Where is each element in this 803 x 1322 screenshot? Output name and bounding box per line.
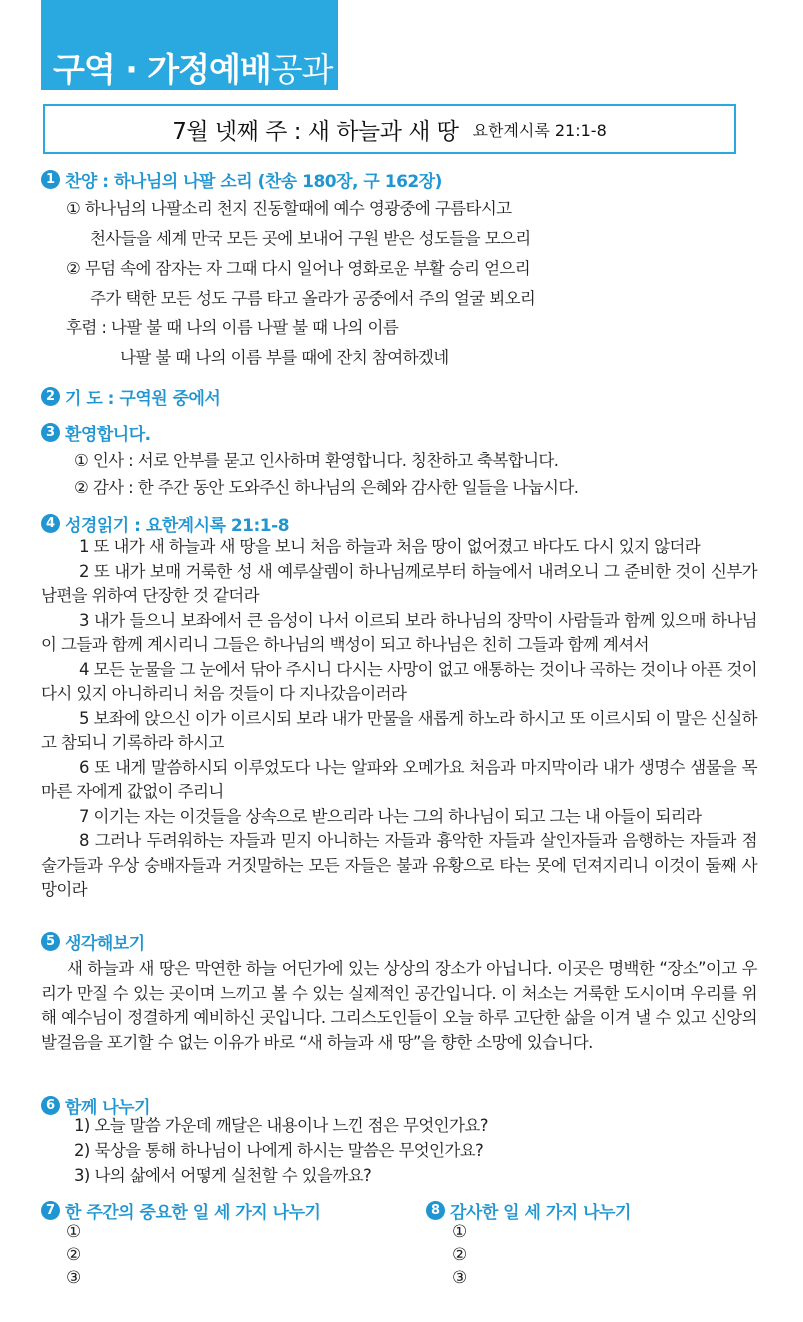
blank-item: ③ bbox=[66, 1268, 82, 1288]
section-number-badge: 4 bbox=[41, 514, 60, 533]
welcome-line: ① 인사 : 서로 안부를 묻고 인사하며 환영합니다. 칭찬하고 축복합니다. bbox=[74, 451, 559, 470]
section-number-badge: 2 bbox=[41, 387, 60, 406]
section-hymn-heading bbox=[41, 167, 442, 192]
section-heading: 감사한 일 세 가지 나누기 bbox=[450, 1203, 631, 1223]
section-number-badge: 8 bbox=[426, 1201, 445, 1220]
section-heading: 환영합니다. bbox=[65, 425, 151, 445]
verse: 2 또 내가 보매 거룩한 성 새 예루살렘이 하나님께로부터 하늘에서 내려오니 그 준비한 것이 신부가 남편을 위하여 단장한 것 같더라 bbox=[41, 561, 757, 605]
hymn-chorus-line: 나팔 불 때 나의 이름 부를 때에 잔치 참여하겠네 bbox=[120, 348, 449, 367]
lesson-title: 7월 넷째 주 : 새 하늘과 새 땅 bbox=[172, 118, 459, 145]
scripture-passage bbox=[41, 535, 757, 903]
section-heading: 생각해보기 bbox=[65, 934, 145, 954]
reflection-text: 새 하늘과 새 땅은 막연한 하늘 어딘가에 있는 상상의 장소가 아닙니다. 이곳은 명백한 “장소”이고 우리가 만질 수 있는 곳이며 느끼고 볼 수 있는 실제적인 공간입니다. 이 처소는 거룩한 도시이며 우리를 위해 예수님이 정결하게 예비하신 곳입니다. 그리스도인들이 오늘 하루 고단한 삶을 이겨 낼 수 있고 신앙의 발걸음을 포기할 수 없는 이유가 바로 “새 하늘과 새 땅”을 향한 소망에 있습니다. bbox=[41, 959, 757, 1052]
section-reflection-heading bbox=[41, 929, 145, 954]
section-heading: 기 도 : 구역원 중에서 bbox=[65, 389, 221, 409]
section-thanks-heading bbox=[426, 1198, 631, 1223]
section-number-badge: 3 bbox=[41, 423, 60, 442]
thanks-list bbox=[452, 1221, 467, 1290]
section-welcome-heading bbox=[41, 420, 151, 445]
hymn-line: 천사들을 세계 만국 모든 곳에 보내어 구원 받은 성도들을 모으리 bbox=[90, 229, 531, 248]
blank-item: ① bbox=[452, 1222, 468, 1242]
section-heading: 성경읽기 : 요한계시록 21:1-8 bbox=[65, 516, 290, 536]
section-number-badge: 5 bbox=[41, 932, 60, 951]
lesson-title-box bbox=[43, 104, 736, 154]
section-number-badge: 7 bbox=[41, 1201, 60, 1220]
verse: 7 이기는 자는 이것들을 상속으로 받으리라 나는 그의 하나님이 되고 그는 내 아들이 되리라 bbox=[79, 806, 702, 826]
section-scripture-heading bbox=[41, 511, 289, 536]
verse: 8 그러나 두려워하는 자들과 믿지 아니하는 자들과 흉악한 자들과 살인자들과 음행하는 자들과 점술가들과 우상 숭배자들과 거짓말하는 모든 자들은 불과 유황으로 타는 못에 던져지리니 이것이 둘째 사망이라 bbox=[41, 831, 757, 899]
verse: 1 또 내가 새 하늘과 새 땅을 보니 처음 하늘과 처음 땅이 없어졌고 바다도 다시 있지 않더라 bbox=[79, 537, 701, 556]
blank-item: ③ bbox=[452, 1268, 468, 1288]
verse: 4 모든 눈물을 그 눈에서 닦아 주시니 다시는 사망이 없고 애통하는 것이나 곡하는 것이나 아픈 것이 다시 있지 아니하리니 처음 것들이 다 지나갔음이러라 bbox=[41, 659, 757, 703]
sharing-question: 2) 묵상을 통해 하나님이 나에게 하시는 말씀은 무엇인가요? bbox=[74, 1141, 484, 1160]
section-heading: 찬양 : 하나님의 나팔 소리 (찬송 180장, 구 162장) bbox=[65, 172, 442, 192]
section-sharing-heading bbox=[41, 1093, 150, 1118]
verse: 5 보좌에 앉으신 이가 이르시되 보라 내가 만물을 새롭게 하노라 하시고 또 이르시되 이 말은 신실하고 참되니 기록하라 하시고 bbox=[41, 708, 757, 752]
banner-title: 구역 · 가정예배 bbox=[53, 50, 271, 89]
section-heading: 함께 나누기 bbox=[65, 1098, 151, 1118]
hymn-chorus-line: 후렴 : 나팔 불 때 나의 이름 나팔 불 때 나의 이름 bbox=[66, 318, 399, 337]
hymn-line: ① 하나님의 나팔소리 천지 진동할때에 예수 영광중에 구름타시고 bbox=[66, 199, 512, 218]
blank-item: ② bbox=[66, 1245, 82, 1265]
welcome-line: ② 감사 : 한 주간 동안 도와주신 하나님의 은혜와 감사한 일들을 나눕시다. bbox=[74, 478, 579, 497]
hymn-line: 주가 택한 모든 성도 구름 타고 올라가 공중에서 주의 얼굴 뵈오리 bbox=[90, 289, 536, 308]
section-number-badge: 1 bbox=[41, 170, 60, 189]
verse: 3 내가 들으니 보좌에서 큰 음성이 나서 이르되 보라 하나님의 장막이 사람들과 함께 있으매 하나님이 그들과 함께 계시리니 그들은 하나님의 백성이 되고 하나님은 친히 그들과 함께 계셔서 bbox=[41, 610, 757, 654]
sharing-question: 3) 나의 삶에서 어떻게 실천할 수 있을까요? bbox=[74, 1166, 372, 1185]
blank-item: ① bbox=[66, 1222, 82, 1242]
banner-title-suffix: 공과 bbox=[270, 50, 333, 89]
section-heading: 한 주간의 중요한 일 세 가지 나누기 bbox=[65, 1203, 321, 1223]
weekly-events-list bbox=[66, 1221, 81, 1290]
header-banner bbox=[41, 0, 338, 90]
section-prayer-heading bbox=[41, 384, 220, 409]
section-number-badge: 6 bbox=[41, 1096, 60, 1115]
blank-item: ② bbox=[452, 1245, 468, 1265]
scripture-reference: 요한계시록 21:1-8 bbox=[472, 120, 607, 140]
reflection-text-block bbox=[41, 957, 757, 1055]
sharing-question: 1) 오늘 말씀 가운데 깨달은 내용이나 느낀 점은 무엇인가요? bbox=[74, 1116, 488, 1135]
hymn-line: ② 무덤 속에 잠자는 자 그때 다시 일어나 영화로운 부활 승리 얻으리 bbox=[66, 259, 531, 278]
section-weekly-events-heading bbox=[41, 1198, 320, 1223]
verse: 6 또 내게 말씀하시되 이루었도다 나는 알파와 오메가요 처음과 마지막이라 내가 생명수 샘물을 목마른 자에게 값없이 주리니 bbox=[41, 757, 757, 801]
